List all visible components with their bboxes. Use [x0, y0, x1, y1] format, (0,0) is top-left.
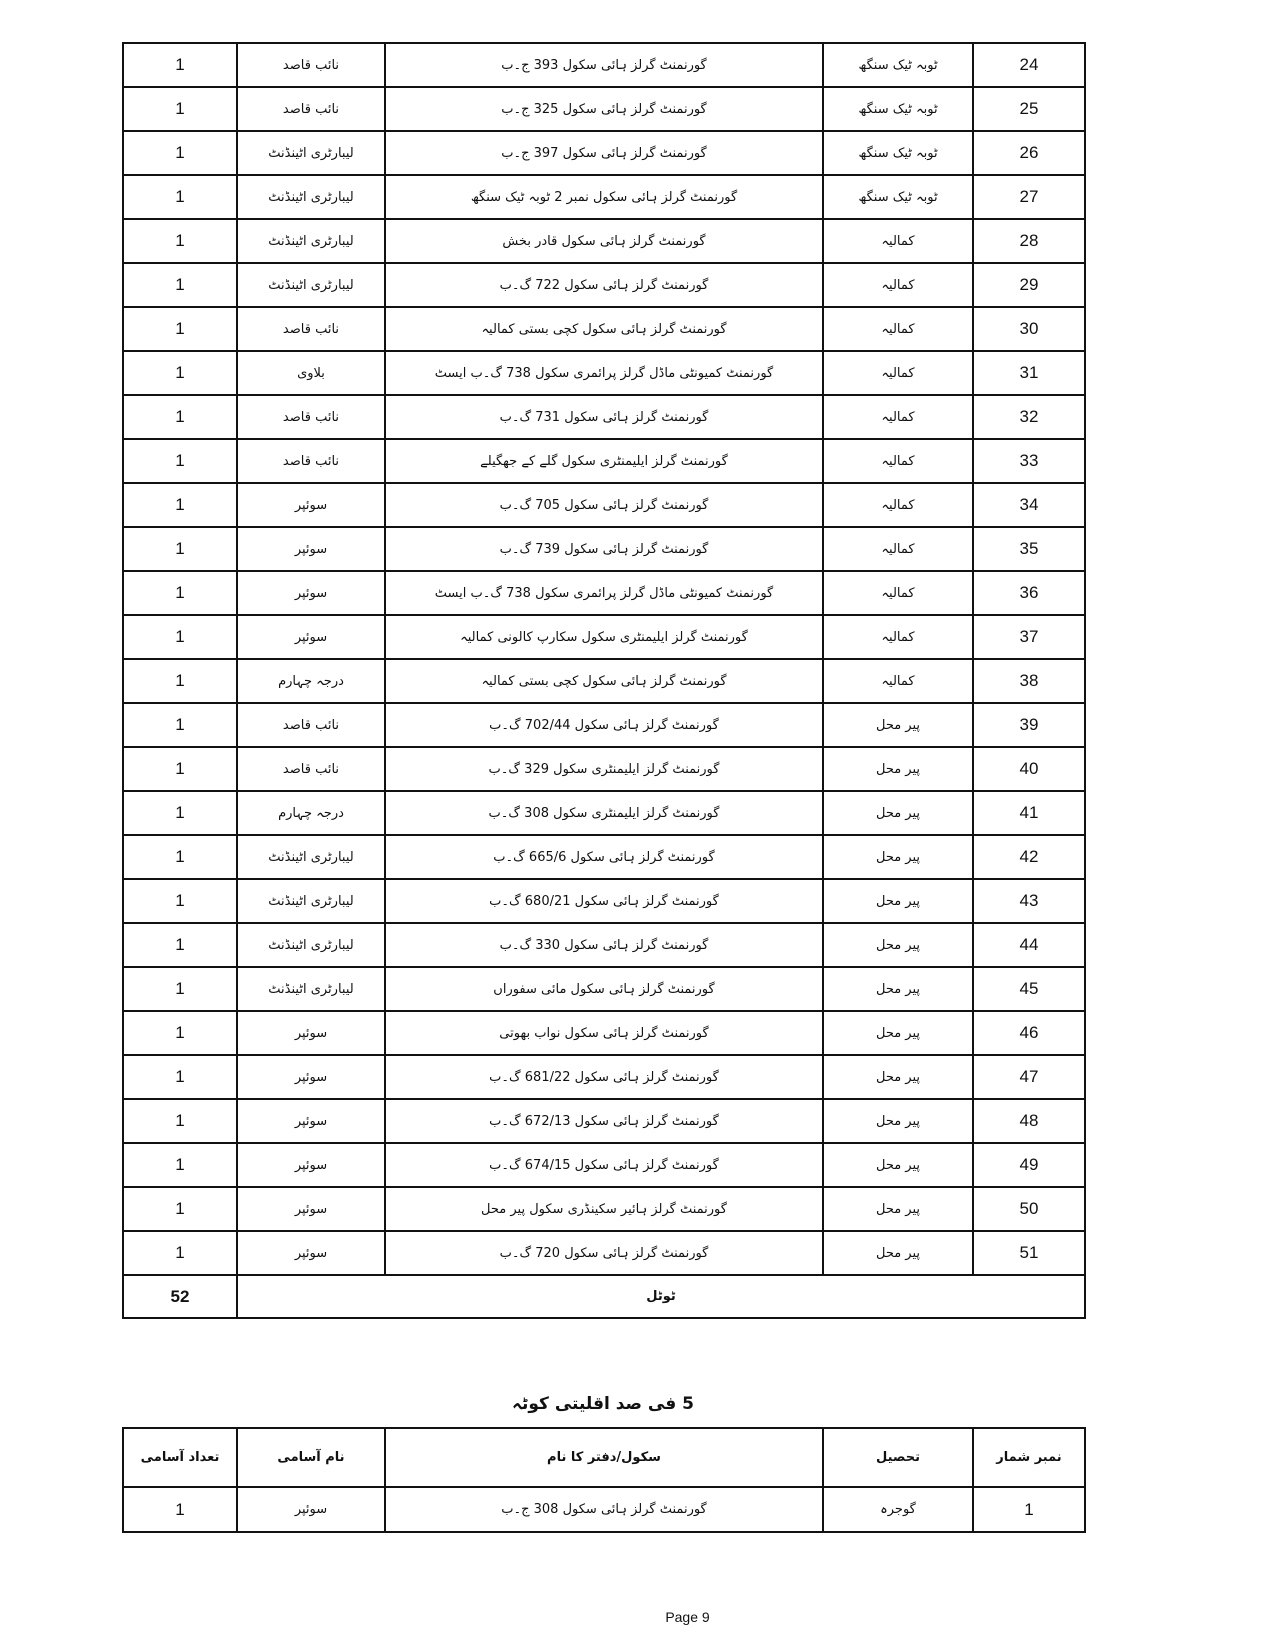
cell-post: نائب قاصد — [237, 747, 385, 791]
cell-sr: 41 — [973, 791, 1085, 835]
cell-post: سوئپر — [237, 483, 385, 527]
cell-sr: 45 — [973, 967, 1085, 1011]
cell-post: لیبارٹری اٹینڈنٹ — [237, 219, 385, 263]
cell-post: لیبارٹری اٹینڈنٹ — [237, 879, 385, 923]
cell-count: 1 — [123, 1143, 237, 1187]
cell-school: گورنمنٹ کمیونٹی ماڈل گرلز پرائمری سکول 738 گ۔ب ایسٹ — [385, 351, 823, 395]
cell-school: گورنمنٹ گرلز ہائی سکول 397 ج۔ب — [385, 131, 823, 175]
cell-post: لیبارٹری اٹینڈنٹ — [237, 923, 385, 967]
header-tehsil: تحصیل — [823, 1428, 973, 1487]
cell-tehsil: کمالیہ — [823, 439, 973, 483]
cell-post: درجہ چہارم — [237, 791, 385, 835]
table-row — [123, 571, 1085, 615]
vacancy-table — [122, 42, 1086, 1319]
cell-school: گورنمنٹ گرلز ہائی سکول 681/22 گ۔ب — [385, 1055, 823, 1099]
cell-count: 1 — [123, 1011, 237, 1055]
table-row — [123, 747, 1085, 791]
cell-count: 1 — [123, 747, 237, 791]
cell-school: گورنمنٹ گرلز ہائی سکول 702/44 گ۔ب — [385, 703, 823, 747]
cell-count: 1 — [123, 1487, 237, 1532]
cell-school: گورنمنٹ گرلز ہائی سکول 731 گ۔ب — [385, 395, 823, 439]
table-row — [123, 615, 1085, 659]
cell-school: گورنمنٹ گرلز ہائیر سکینڈری سکول پیر محل — [385, 1187, 823, 1231]
cell-tehsil: کمالیہ — [823, 307, 973, 351]
cell-count: 1 — [123, 219, 237, 263]
cell-tehsil: پیر محل — [823, 879, 973, 923]
cell-school: گورنمنٹ گرلز ایلیمنٹری سکول سکارپ کالونی کمالیہ — [385, 615, 823, 659]
table-header-row — [123, 1428, 1085, 1487]
cell-school: گورنمنٹ گرلز ہائی سکول 674/15 گ۔ب — [385, 1143, 823, 1187]
table-row — [123, 131, 1085, 175]
cell-tehsil: کمالیہ — [823, 571, 973, 615]
header-count: تعداد آسامی — [123, 1428, 237, 1487]
cell-sr: 24 — [973, 43, 1085, 87]
cell-school: گورنمنٹ گرلز ہائی سکول 705 گ۔ب — [385, 483, 823, 527]
cell-post: لیبارٹری اٹینڈنٹ — [237, 835, 385, 879]
table-row — [123, 439, 1085, 483]
cell-count: 1 — [123, 1231, 237, 1275]
cell-school: گورنمنٹ گرلز ہائی سکول 680/21 گ۔ب — [385, 879, 823, 923]
cell-count: 1 — [123, 615, 237, 659]
cell-tehsil: پیر محل — [823, 1231, 973, 1275]
cell-tehsil: ٹوبہ ٹیک سنگھ — [823, 43, 973, 87]
cell-school: گورنمنٹ کمیونٹی ماڈل گرلز پرائمری سکول 738 گ۔ب ایسٹ — [385, 571, 823, 615]
cell-post: سوئپر — [237, 1143, 385, 1187]
table-row — [123, 1231, 1085, 1275]
cell-count: 1 — [123, 175, 237, 219]
cell-tehsil: ٹوبہ ٹیک سنگھ — [823, 87, 973, 131]
cell-count: 1 — [123, 483, 237, 527]
total-label: ٹوٹل — [237, 1275, 1085, 1318]
cell-sr: 25 — [973, 87, 1085, 131]
cell-count: 1 — [123, 263, 237, 307]
cell-tehsil: ٹوبہ ٹیک سنگھ — [823, 131, 973, 175]
table-row — [123, 527, 1085, 571]
cell-tehsil: ٹوبہ ٹیک سنگھ — [823, 175, 973, 219]
cell-post: سوئپر — [237, 1487, 385, 1532]
cell-post: نائب قاصد — [237, 43, 385, 87]
cell-sr: 32 — [973, 395, 1085, 439]
cell-count: 1 — [123, 351, 237, 395]
cell-sr: 47 — [973, 1055, 1085, 1099]
cell-count: 1 — [123, 131, 237, 175]
cell-post: نائب قاصد — [237, 439, 385, 483]
cell-post: سوئپر — [237, 1011, 385, 1055]
table-row — [123, 791, 1085, 835]
cell-sr: 29 — [973, 263, 1085, 307]
cell-post: سوئپر — [237, 1099, 385, 1143]
cell-tehsil: پیر محل — [823, 1011, 973, 1055]
cell-school: گورنمنٹ گرلز ایلیمنٹری سکول 329 گ۔ب — [385, 747, 823, 791]
cell-school: گورنمنٹ گرلز ہائی سکول نواب بھوتی — [385, 1011, 823, 1055]
cell-count: 1 — [123, 527, 237, 571]
cell-sr: 33 — [973, 439, 1085, 483]
cell-count: 1 — [123, 703, 237, 747]
page-number: Page 9 — [665, 1609, 710, 1625]
cell-count: 1 — [123, 307, 237, 351]
cell-school: گورنمنٹ گرلز ہائی سکول مائی سفوراں — [385, 967, 823, 1011]
cell-school: گورنمنٹ گرلز ہائی سکول 739 گ۔ب — [385, 527, 823, 571]
cell-sr: 39 — [973, 703, 1085, 747]
table-row — [123, 351, 1085, 395]
cell-school: گورنمنٹ گرلز ہائی سکول 720 گ۔ب — [385, 1231, 823, 1275]
cell-school: گورنمنٹ گرلز ہائی سکول کچی بستی کمالیہ — [385, 307, 823, 351]
cell-post: بلاوی — [237, 351, 385, 395]
cell-sr: 50 — [973, 1187, 1085, 1231]
cell-sr: 1 — [973, 1487, 1085, 1532]
cell-school: گورنمنٹ گرلز ایلیمنٹری سکول گلے کے جھگیلے — [385, 439, 823, 483]
table-row — [123, 1055, 1085, 1099]
cell-sr: 49 — [973, 1143, 1085, 1187]
cell-count: 1 — [123, 1055, 237, 1099]
cell-sr: 28 — [973, 219, 1085, 263]
cell-school: گورنمنٹ گرلز ایلیمنٹری سکول 308 گ۔ب — [385, 791, 823, 835]
cell-tehsil: پیر محل — [823, 791, 973, 835]
cell-post: لیبارٹری اٹینڈنٹ — [237, 263, 385, 307]
cell-school: گورنمنٹ گرلز ہائی سکول قادر بخش — [385, 219, 823, 263]
table-row — [123, 659, 1085, 703]
cell-tehsil: پیر محل — [823, 747, 973, 791]
cell-school: گورنمنٹ گرلز ہائی سکول 308 ج۔ب — [385, 1487, 823, 1532]
table-row — [123, 967, 1085, 1011]
table-row — [123, 43, 1085, 87]
cell-tehsil: پیر محل — [823, 967, 973, 1011]
cell-tehsil: کمالیہ — [823, 263, 973, 307]
cell-tehsil: کمالیہ — [823, 351, 973, 395]
cell-sr: 46 — [973, 1011, 1085, 1055]
cell-count: 1 — [123, 87, 237, 131]
cell-sr: 37 — [973, 615, 1085, 659]
cell-sr: 35 — [973, 527, 1085, 571]
table-row — [123, 263, 1085, 307]
header-school: سکول/دفتر کا نام — [385, 1428, 823, 1487]
table-row — [123, 703, 1085, 747]
cell-count: 1 — [123, 967, 237, 1011]
cell-tehsil: کمالیہ — [823, 219, 973, 263]
cell-count: 1 — [123, 923, 237, 967]
cell-school: گورنمنٹ گرلز ہائی سکول 393 ج۔ب — [385, 43, 823, 87]
cell-sr: 26 — [973, 131, 1085, 175]
cell-tehsil: پیر محل — [823, 1055, 973, 1099]
cell-school: گورنمنٹ گرلز ہائی سکول 330 گ۔ب — [385, 923, 823, 967]
table-row — [123, 1011, 1085, 1055]
cell-sr: 38 — [973, 659, 1085, 703]
vacancy-table-body — [123, 43, 1085, 1318]
cell-sr: 48 — [973, 1099, 1085, 1143]
cell-sr: 27 — [973, 175, 1085, 219]
cell-count: 1 — [123, 879, 237, 923]
cell-tehsil: کمالیہ — [823, 483, 973, 527]
cell-count: 1 — [123, 835, 237, 879]
cell-post: نائب قاصد — [237, 703, 385, 747]
cell-post: سوئپر — [237, 571, 385, 615]
table-row — [123, 879, 1085, 923]
table-row — [123, 1143, 1085, 1187]
cell-post: درجہ چہارم — [237, 659, 385, 703]
cell-tehsil: کمالیہ — [823, 395, 973, 439]
cell-tehsil: گوجرہ — [823, 1487, 973, 1532]
cell-count: 1 — [123, 439, 237, 483]
table-row — [123, 923, 1085, 967]
cell-sr: 42 — [973, 835, 1085, 879]
cell-tehsil: پیر محل — [823, 923, 973, 967]
table-row — [123, 1099, 1085, 1143]
cell-tehsil: کمالیہ — [823, 659, 973, 703]
cell-school: گورنمنٹ گرلز ہائی سکول 665/6 گ۔ب — [385, 835, 823, 879]
cell-count: 1 — [123, 571, 237, 615]
cell-count: 1 — [123, 43, 237, 87]
cell-sr: 40 — [973, 747, 1085, 791]
cell-post: لیبارٹری اٹینڈنٹ — [237, 175, 385, 219]
cell-count: 1 — [123, 659, 237, 703]
cell-school: گورنمنٹ گرلز ہائی سکول نمبر 2 ٹوبہ ٹیک سنگھ — [385, 175, 823, 219]
cell-count: 1 — [123, 791, 237, 835]
cell-tehsil: کمالیہ — [823, 527, 973, 571]
cell-tehsil: پیر محل — [823, 703, 973, 747]
cell-post: نائب قاصد — [237, 307, 385, 351]
minority-quota-table — [122, 1427, 1086, 1533]
table-row — [123, 87, 1085, 131]
header-sr: نمبر شمار — [973, 1428, 1085, 1487]
cell-post: سوئپر — [237, 1055, 385, 1099]
cell-count: 1 — [123, 1187, 237, 1231]
table-row — [123, 219, 1085, 263]
cell-count: 1 — [123, 1099, 237, 1143]
table-row — [123, 175, 1085, 219]
cell-sr: 31 — [973, 351, 1085, 395]
total-row — [123, 1275, 1085, 1318]
cell-school: گورنمنٹ گرلز ہائی سکول 722 گ۔ب — [385, 263, 823, 307]
table-row — [123, 1187, 1085, 1231]
cell-school: گورنمنٹ گرلز ہائی سکول کچی بستی کمالیہ — [385, 659, 823, 703]
cell-tehsil: پیر محل — [823, 1099, 973, 1143]
section-heading: 5 فی صد اقلیتی کوٹہ — [512, 1394, 694, 1414]
cell-tehsil: پیر محل — [823, 835, 973, 879]
cell-tehsil: پیر محل — [823, 1187, 973, 1231]
cell-post: سوئپر — [237, 1187, 385, 1231]
header-post: نام آسامی — [237, 1428, 385, 1487]
cell-tehsil: پیر محل — [823, 1143, 973, 1187]
table-row — [123, 307, 1085, 351]
cell-sr: 36 — [973, 571, 1085, 615]
table-row — [123, 1487, 1085, 1532]
cell-post: سوئپر — [237, 1231, 385, 1275]
cell-school: گورنمنٹ گرلز ہائی سکول 672/13 گ۔ب — [385, 1099, 823, 1143]
cell-post: لیبارٹری اٹینڈنٹ — [237, 967, 385, 1011]
table-row — [123, 483, 1085, 527]
cell-school: گورنمنٹ گرلز ہائی سکول 325 ج۔ب — [385, 87, 823, 131]
cell-post: لیبارٹری اٹینڈنٹ — [237, 131, 385, 175]
cell-post: سوئپر — [237, 527, 385, 571]
cell-post: سوئپر — [237, 615, 385, 659]
cell-post: نائب قاصد — [237, 395, 385, 439]
table-row — [123, 395, 1085, 439]
cell-sr: 30 — [973, 307, 1085, 351]
cell-sr: 34 — [973, 483, 1085, 527]
cell-count: 1 — [123, 395, 237, 439]
cell-post: نائب قاصد — [237, 87, 385, 131]
table-row — [123, 835, 1085, 879]
total-value: 52 — [123, 1275, 237, 1318]
cell-sr: 44 — [973, 923, 1085, 967]
cell-sr: 43 — [973, 879, 1085, 923]
cell-sr: 51 — [973, 1231, 1085, 1275]
cell-tehsil: کمالیہ — [823, 615, 973, 659]
